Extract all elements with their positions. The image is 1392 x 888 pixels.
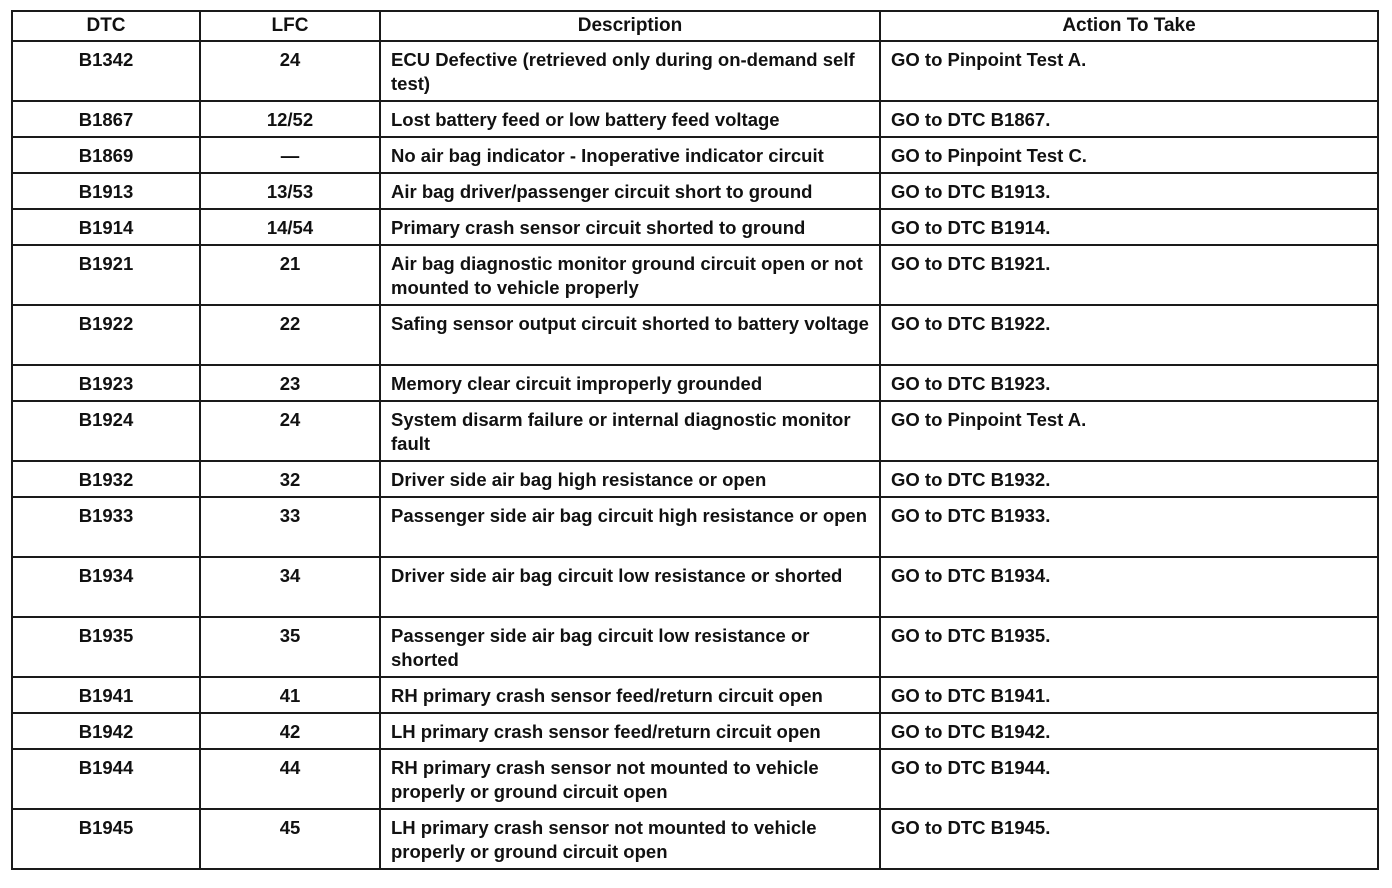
description-cell: ECU Defective (retrieved only during on-demand self test) <box>380 41 880 101</box>
table-row <box>12 365 1378 401</box>
action-cell: GO to Pinpoint Test A. <box>880 41 1378 101</box>
description-cell: Driver side air bag circuit low resistance or shorted <box>380 557 880 617</box>
description-cell: Air bag driver/passenger circuit short to ground <box>380 173 880 209</box>
table-row <box>12 305 1378 365</box>
dtc-table <box>11 10 1379 870</box>
description-cell: Air bag diagnostic monitor ground circuit open or not mounted to vehicle properly <box>380 245 880 305</box>
table-row <box>12 809 1378 869</box>
description-cell: LH primary crash sensor feed/return circuit open <box>380 713 880 749</box>
table-row <box>12 41 1378 101</box>
action-cell: GO to Pinpoint Test A. <box>880 401 1378 461</box>
dtc-cell: B1935 <box>12 617 200 677</box>
lfc-cell: 21 <box>200 245 380 305</box>
action-cell: GO to DTC B1934. <box>880 557 1378 617</box>
lfc-cell: 41 <box>200 677 380 713</box>
description-cell: Passenger side air bag circuit high resistance or open <box>380 497 880 557</box>
header-row <box>12 11 1378 41</box>
lfc-cell: 34 <box>200 557 380 617</box>
table-row <box>12 713 1378 749</box>
description-cell: System disarm failure or internal diagnostic monitor fault <box>380 401 880 461</box>
dtc-cell: B1944 <box>12 749 200 809</box>
dtc-cell: B1869 <box>12 137 200 173</box>
description-cell: LH primary crash sensor not mounted to vehicle properly or ground circuit open <box>380 809 880 869</box>
action-cell: GO to DTC B1941. <box>880 677 1378 713</box>
description-cell: Primary crash sensor circuit shorted to ground <box>380 209 880 245</box>
table-row <box>12 137 1378 173</box>
dtc-cell: B1945 <box>12 809 200 869</box>
action-cell: GO to DTC B1913. <box>880 173 1378 209</box>
action-cell: GO to DTC B1942. <box>880 713 1378 749</box>
description-cell: Memory clear circuit improperly grounded <box>380 365 880 401</box>
lfc-cell: 13/53 <box>200 173 380 209</box>
dtc-cell: B1867 <box>12 101 200 137</box>
dtc-cell: B1922 <box>12 305 200 365</box>
lfc-cell: — <box>200 137 380 173</box>
description-cell: No air bag indicator - Inoperative indicator circuit <box>380 137 880 173</box>
lfc-cell: 33 <box>200 497 380 557</box>
table-row <box>12 173 1378 209</box>
lfc-cell: 22 <box>200 305 380 365</box>
header-dtc: DTC <box>12 11 200 41</box>
table-row <box>12 101 1378 137</box>
action-cell: GO to DTC B1935. <box>880 617 1378 677</box>
action-cell: GO to DTC B1923. <box>880 365 1378 401</box>
dtc-cell: B1934 <box>12 557 200 617</box>
lfc-cell: 32 <box>200 461 380 497</box>
dtc-cell: B1914 <box>12 209 200 245</box>
dtc-cell: B1342 <box>12 41 200 101</box>
lfc-cell: 24 <box>200 41 380 101</box>
description-cell: RH primary crash sensor feed/return circuit open <box>380 677 880 713</box>
lfc-cell: 35 <box>200 617 380 677</box>
action-cell: GO to DTC B1945. <box>880 809 1378 869</box>
table-row <box>12 749 1378 809</box>
dtc-cell: B1941 <box>12 677 200 713</box>
dtc-cell: B1932 <box>12 461 200 497</box>
lfc-cell: 12/52 <box>200 101 380 137</box>
table-row <box>12 677 1378 713</box>
dtc-cell: B1921 <box>12 245 200 305</box>
action-cell: GO to Pinpoint Test C. <box>880 137 1378 173</box>
description-cell: Safing sensor output circuit shorted to battery voltage <box>380 305 880 365</box>
description-cell: Passenger side air bag circuit low resistance or shorted <box>380 617 880 677</box>
lfc-cell: 24 <box>200 401 380 461</box>
action-cell: GO to DTC B1867. <box>880 101 1378 137</box>
table-row <box>12 245 1378 305</box>
dtc-cell: B1933 <box>12 497 200 557</box>
header-description: Description <box>380 11 880 41</box>
dtc-cell: B1924 <box>12 401 200 461</box>
description-cell: Driver side air bag high resistance or open <box>380 461 880 497</box>
action-cell: GO to DTC B1914. <box>880 209 1378 245</box>
description-cell: RH primary crash sensor not mounted to vehicle properly or ground circuit open <box>380 749 880 809</box>
table-row <box>12 557 1378 617</box>
header-lfc: LFC <box>200 11 380 41</box>
table-row <box>12 497 1378 557</box>
dtc-cell: B1942 <box>12 713 200 749</box>
lfc-cell: 14/54 <box>200 209 380 245</box>
action-cell: GO to DTC B1921. <box>880 245 1378 305</box>
table-row <box>12 401 1378 461</box>
action-cell: GO to DTC B1922. <box>880 305 1378 365</box>
table-row <box>12 461 1378 497</box>
action-cell: GO to DTC B1944. <box>880 749 1378 809</box>
header-action: Action To Take <box>880 11 1378 41</box>
table-row <box>12 617 1378 677</box>
action-cell: GO to DTC B1932. <box>880 461 1378 497</box>
dtc-cell: B1923 <box>12 365 200 401</box>
description-cell: Lost battery feed or low battery feed voltage <box>380 101 880 137</box>
lfc-cell: 45 <box>200 809 380 869</box>
dtc-cell: B1913 <box>12 173 200 209</box>
action-cell: GO to DTC B1933. <box>880 497 1378 557</box>
lfc-cell: 23 <box>200 365 380 401</box>
table-row <box>12 209 1378 245</box>
lfc-cell: 44 <box>200 749 380 809</box>
lfc-cell: 42 <box>200 713 380 749</box>
